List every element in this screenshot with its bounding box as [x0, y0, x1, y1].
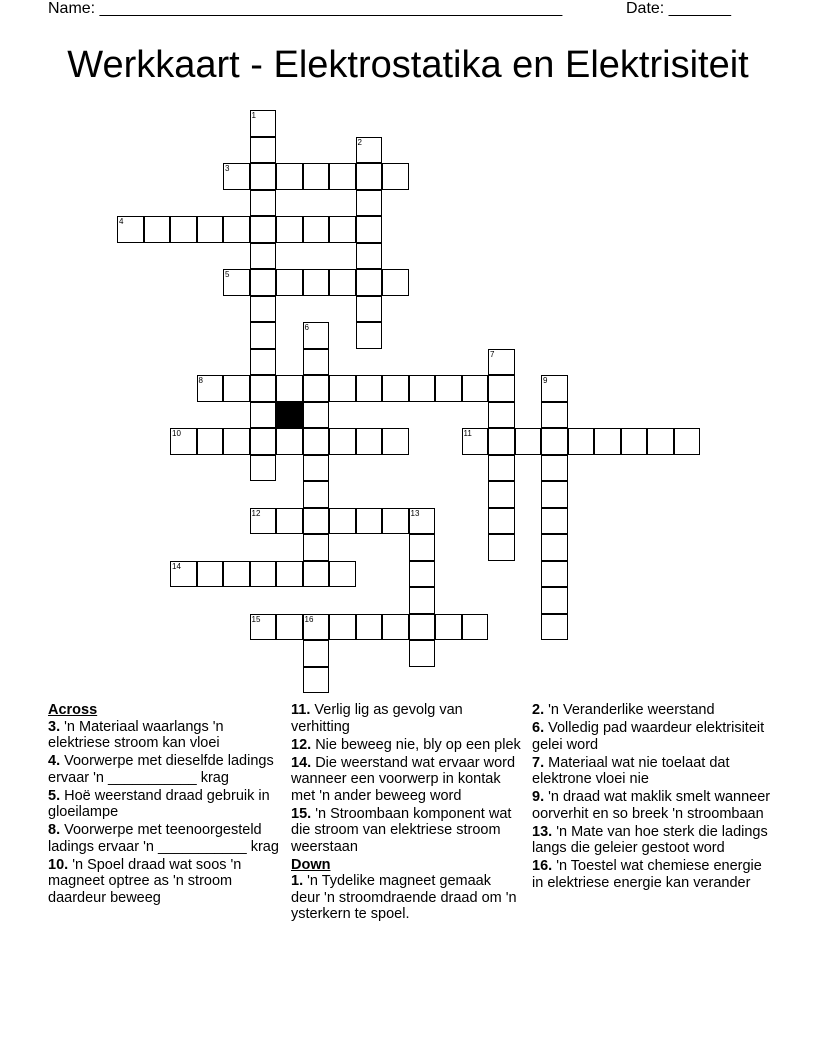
- grid-cell[interactable]: [250, 561, 277, 588]
- grid-cell[interactable]: [197, 428, 224, 455]
- grid-cell[interactable]: [223, 269, 250, 296]
- clue-number-label: 4.: [48, 753, 61, 769]
- grid-cell[interactable]: [170, 561, 197, 588]
- across-clue: [291, 755, 523, 805]
- clue-number-label: 13.: [532, 823, 553, 840]
- grid-cell[interactable]: [541, 402, 568, 429]
- grid-cell[interactable]: [409, 375, 436, 402]
- grid-cell[interactable]: [197, 216, 224, 243]
- grid-cell[interactable]: [541, 587, 568, 614]
- clue-text: 'n Stroombaan komponent wat die stroom van elektriese stroom weerstaan: [291, 805, 512, 855]
- clue-number: 3: [225, 164, 230, 173]
- grid-cell[interactable]: [276, 428, 303, 455]
- clue-number-label: 6.: [532, 720, 545, 736]
- grid-black-cell: [276, 402, 303, 429]
- clue-number-label: 5.: [48, 787, 61, 804]
- clue-number-label: 15.: [291, 805, 312, 822]
- grid-cell[interactable]: [594, 428, 621, 455]
- clue-number-label: 10.: [48, 856, 69, 873]
- clue-number: 11: [463, 429, 472, 438]
- grid-cell[interactable]: [303, 508, 330, 535]
- grid-cell[interactable]: [435, 614, 462, 641]
- clue-text: Voorwerpe met teenoorgesteld ladings ervaar 'n ___________ krag: [48, 822, 279, 855]
- grid-cell[interactable]: [276, 561, 303, 588]
- grid-cell[interactable]: [382, 375, 409, 402]
- grid-cell[interactable]: [568, 428, 595, 455]
- grid-cell[interactable]: [356, 614, 383, 641]
- down-clue: [532, 858, 772, 891]
- clue-number-label: 9.: [532, 789, 545, 805]
- grid-cell[interactable]: [329, 428, 356, 455]
- down-clue: [532, 755, 772, 788]
- grid-cell[interactable]: [250, 163, 277, 190]
- grid-cell[interactable]: [382, 163, 409, 190]
- clue-text: Volledig pad waardeur elektrisiteit gelei word: [532, 720, 765, 753]
- clue-number: 15: [251, 614, 261, 624]
- clues-column-3: [532, 702, 772, 893]
- clue-text: 'n Materiaal waarlangs 'n elektriese stroom kan vloei: [48, 718, 224, 751]
- clue-number-label: 14.: [291, 754, 312, 771]
- grid-cell[interactable]: [409, 614, 436, 641]
- grid-cell[interactable]: [303, 216, 330, 243]
- grid-cell[interactable]: [356, 508, 383, 535]
- grid-cell[interactable]: [488, 455, 515, 482]
- name-field[interactable]: Name: ____________________________________________________: [48, 0, 563, 17]
- across-clue: [291, 806, 523, 856]
- grid-cell[interactable]: [329, 375, 356, 402]
- grid-cell[interactable]: [382, 508, 409, 535]
- across-clue: [48, 719, 280, 752]
- down-clue: [532, 702, 772, 719]
- grid-cell[interactable]: [462, 614, 489, 641]
- down-clue: [532, 720, 772, 753]
- grid-cell[interactable]: [541, 455, 568, 482]
- clue-heading: Down: [291, 856, 331, 873]
- clue-text: 'n Tydelike magneet gemaak deur 'n stroomdraende draad om 'n ysterkern te spoel.: [291, 873, 517, 922]
- grid-cell[interactable]: [303, 455, 330, 482]
- grid-cell[interactable]: [303, 614, 330, 641]
- grid-cell[interactable]: [250, 402, 277, 429]
- clue-text: 'n Mate van hoe sterk die ladings langs die geleier gestoot word: [532, 823, 768, 856]
- grid-cell[interactable]: [409, 640, 436, 667]
- grid-cell[interactable]: [303, 322, 330, 349]
- grid-cell[interactable]: [409, 508, 436, 535]
- grid-cell[interactable]: [223, 163, 250, 190]
- grid-cell[interactable]: [250, 243, 277, 270]
- grid-cell[interactable]: [329, 216, 356, 243]
- grid-cell[interactable]: [541, 508, 568, 535]
- clue-text: Hoë weerstand draad gebruik in gloeilampe: [48, 787, 270, 820]
- grid-cell[interactable]: [303, 269, 330, 296]
- clue-text: 'n Veranderlike weerstand: [548, 702, 715, 718]
- clue-number-label: 1.: [291, 873, 304, 889]
- grid-cell[interactable]: [329, 614, 356, 641]
- grid-cell[interactable]: [329, 163, 356, 190]
- grid-cell[interactable]: [276, 163, 303, 190]
- clue-number: 10: [172, 429, 181, 438]
- clue-text: Nie beweeg nie, bly op een plek: [315, 736, 521, 753]
- grid-cell[interactable]: [356, 296, 383, 323]
- grid-cell[interactable]: [223, 216, 250, 243]
- grid-cell[interactable]: [488, 349, 515, 376]
- grid-cell[interactable]: [276, 375, 303, 402]
- clue-number-label: 7.: [532, 754, 545, 771]
- grid-cell[interactable]: [488, 508, 515, 535]
- clue-heading: Across: [48, 702, 98, 718]
- grid-cell[interactable]: [541, 534, 568, 561]
- grid-cell[interactable]: [276, 269, 303, 296]
- clue-number: 7: [490, 349, 495, 359]
- down-clue: [291, 873, 523, 923]
- grid-cell[interactable]: [223, 428, 250, 455]
- grid-cell[interactable]: [329, 561, 356, 588]
- grid-cell[interactable]: [250, 269, 277, 296]
- grid-cell[interactable]: [356, 243, 383, 270]
- across-clue: [291, 737, 523, 754]
- across-clue: [291, 702, 523, 735]
- grid-cell[interactable]: [303, 640, 330, 667]
- grid-cell[interactable]: [382, 428, 409, 455]
- grid-cell[interactable]: [356, 216, 383, 243]
- grid-cell[interactable]: [303, 375, 330, 402]
- grid-cell[interactable]: [170, 216, 197, 243]
- grid-cell[interactable]: [303, 534, 330, 561]
- grid-cell[interactable]: [488, 402, 515, 429]
- grid-cell[interactable]: [303, 163, 330, 190]
- clue-text: Die weerstand wat ervaar word wanneer een voorwerp in kontak met 'n ander beweeg word: [291, 754, 516, 804]
- grid-cell[interactable]: [382, 614, 409, 641]
- grid-cell[interactable]: [250, 349, 277, 376]
- clue-text: 'n draad wat maklik smelt wanneer oorverhit en so breek 'n stroombaan: [532, 789, 771, 822]
- grid-cell[interactable]: [223, 375, 250, 402]
- grid-cell[interactable]: [303, 349, 330, 376]
- grid-cell[interactable]: [303, 428, 330, 455]
- across-clue: [48, 857, 280, 907]
- grid-cell[interactable]: [250, 508, 277, 535]
- clue-text: Verlig lig as gevolg van verhitting: [291, 702, 463, 735]
- clue-text: Voorwerpe met dieselfde ladings ervaar 'n ___________ krag: [48, 753, 274, 786]
- grid-cell[interactable]: [250, 190, 277, 217]
- grid-cell[interactable]: [144, 216, 171, 243]
- across-clue: [48, 822, 280, 855]
- clues-column-2: [291, 702, 523, 924]
- clues-column-1: [48, 702, 280, 908]
- grid-cell[interactable]: [488, 428, 515, 455]
- clue-number-label: 8.: [48, 822, 61, 838]
- clue-text: Materiaal wat nie toelaat dat elektrone vloei nie: [532, 754, 730, 787]
- grid-cell[interactable]: [409, 561, 436, 588]
- clue-number: 5: [225, 270, 230, 279]
- grid-cell[interactable]: [356, 163, 383, 190]
- grid-cell[interactable]: [250, 614, 277, 641]
- grid-cell[interactable]: [303, 402, 330, 429]
- clue-number-label: 11.: [291, 702, 311, 718]
- grid-cell[interactable]: [303, 561, 330, 588]
- grid-cell[interactable]: [250, 216, 277, 243]
- clue-number: 14: [172, 561, 181, 571]
- grid-cell[interactable]: [409, 587, 436, 614]
- grid-cell[interactable]: [329, 508, 356, 535]
- grid-cell[interactable]: [356, 375, 383, 402]
- grid-cell[interactable]: [515, 428, 542, 455]
- clue-number: 2: [357, 137, 362, 147]
- clue-number-label: 12.: [291, 736, 312, 753]
- clue-number: 1: [251, 111, 256, 120]
- clue-number: 12: [251, 508, 261, 518]
- grid-cell[interactable]: [356, 137, 383, 164]
- down-clue: [532, 789, 772, 822]
- clue-number: 4: [119, 217, 124, 226]
- grid-cell[interactable]: [462, 428, 489, 455]
- clue-number: 8: [198, 376, 203, 385]
- clue-number: 9: [543, 376, 548, 385]
- date-field[interactable]: Date: _______: [626, 0, 731, 17]
- grid-cell[interactable]: [250, 455, 277, 482]
- grid-cell[interactable]: [303, 667, 330, 694]
- grid-cell[interactable]: [488, 375, 515, 402]
- grid-cell[interactable]: [409, 534, 436, 561]
- grid-cell[interactable]: [647, 428, 674, 455]
- clue-text: 'n Spoel draad wat soos 'n magneet optree as 'n stroom daardeur beweeg: [48, 856, 242, 906]
- grid-cell[interactable]: [250, 322, 277, 349]
- grid-cell[interactable]: [197, 561, 224, 588]
- grid-cell[interactable]: [356, 322, 383, 349]
- grid-cell[interactable]: [462, 375, 489, 402]
- clue-number-label: 16.: [532, 858, 553, 874]
- grid-cell[interactable]: [276, 508, 303, 535]
- clue-number: 13: [410, 508, 420, 518]
- grid-cell[interactable]: [674, 428, 701, 455]
- grid-cell[interactable]: [303, 481, 330, 508]
- grid-cell[interactable]: [488, 534, 515, 561]
- grid-cell[interactable]: [170, 428, 197, 455]
- grid-cell[interactable]: [276, 614, 303, 641]
- grid-cell[interactable]: [223, 561, 250, 588]
- grid-cell[interactable]: [276, 216, 303, 243]
- clue-number-label: 3.: [48, 718, 61, 735]
- grid-cell[interactable]: [250, 428, 277, 455]
- across-clue: [48, 788, 280, 821]
- grid-cell[interactable]: [356, 269, 383, 296]
- grid-cell[interactable]: [250, 137, 277, 164]
- grid-cell[interactable]: [250, 296, 277, 323]
- clue-number-label: 2.: [532, 702, 545, 718]
- grid-cell[interactable]: [541, 375, 568, 402]
- grid-cell[interactable]: [435, 375, 462, 402]
- grid-cell[interactable]: [250, 375, 277, 402]
- grid-cell[interactable]: [382, 269, 409, 296]
- grid-cell[interactable]: [117, 216, 144, 243]
- clue-number: 6: [304, 323, 309, 332]
- grid-cell[interactable]: [356, 190, 383, 217]
- down-clue: [532, 824, 772, 857]
- grid-cell[interactable]: [541, 561, 568, 588]
- grid-cell[interactable]: [621, 428, 648, 455]
- clue-number: 16: [304, 614, 314, 624]
- grid-cell[interactable]: [541, 481, 568, 508]
- across-clue: [48, 753, 280, 786]
- grid-cell[interactable]: [541, 428, 568, 455]
- grid-cell[interactable]: [329, 269, 356, 296]
- clue-text: 'n Toestel wat chemiese energie in elektriese energie kan verander: [532, 858, 762, 891]
- grid-cell[interactable]: [250, 110, 277, 137]
- page-title: Werkkaart - Elektrostatika en Elektrisiteit: [67, 44, 749, 86]
- grid-cell[interactable]: [197, 375, 224, 402]
- grid-cell[interactable]: [541, 614, 568, 641]
- grid-cell[interactable]: [356, 428, 383, 455]
- grid-cell[interactable]: [488, 481, 515, 508]
